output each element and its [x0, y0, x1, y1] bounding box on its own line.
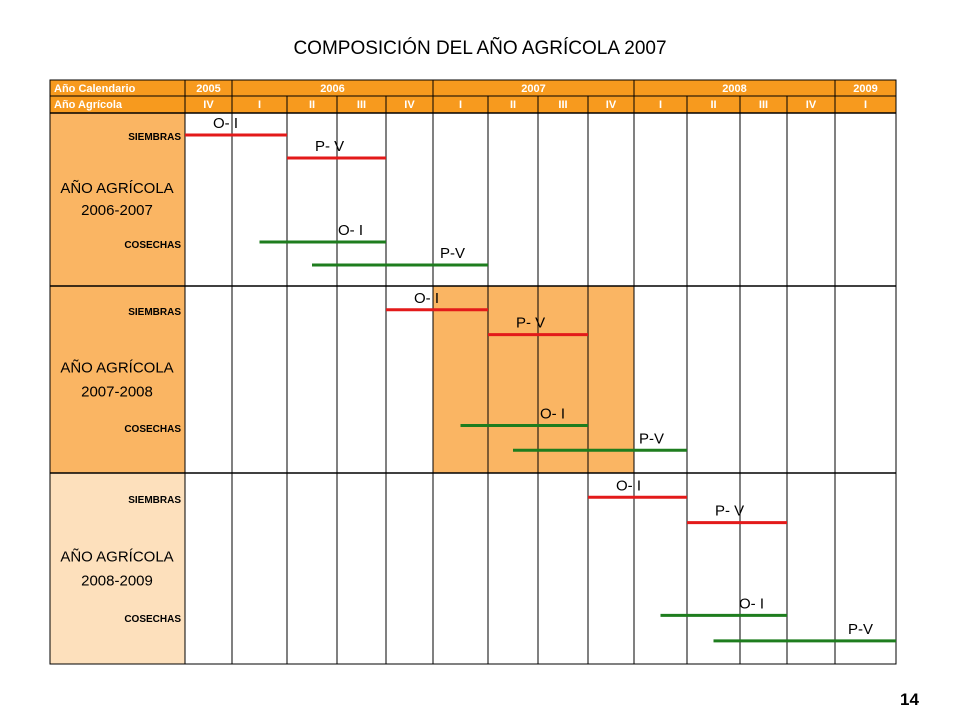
header-year-cell: 2009 — [853, 83, 878, 95]
period-label: O- I — [213, 115, 238, 132]
header-quarter-cell: I — [257, 99, 262, 111]
agricultural-year-range: 2007-2008 — [81, 383, 153, 401]
siembras-label: SIEMBRAS — [128, 494, 181, 506]
period-label: O- I — [540, 405, 565, 423]
header-quarter-cell: III — [558, 99, 568, 111]
period-label: O- I — [338, 222, 363, 239]
header-year-cell: 2005 — [196, 83, 221, 95]
period-label: O- I — [616, 477, 641, 495]
period-label: P-V — [639, 430, 665, 448]
header-quarter-cell: II — [308, 99, 316, 111]
agricultural-year-range: 2008-2009 — [81, 572, 153, 590]
header-agricultural-year-label: Año Agrícola — [54, 99, 123, 111]
agricultural-year-title: AÑO AGRÍCOLA — [60, 359, 174, 377]
header-quarter-cell: IV — [805, 99, 817, 111]
header-quarter-cell: I — [658, 99, 663, 111]
period-label: P- V — [315, 138, 345, 155]
header-calendar-year-label: Año Calendario — [54, 83, 136, 95]
header-quarter-cell: IV — [203, 99, 214, 111]
siembras-label: SIEMBRAS — [128, 307, 181, 319]
header-quarter-cell: III — [758, 99, 769, 111]
header-quarter-cell: I — [863, 99, 868, 111]
cosechas-label: COSECHAS — [124, 423, 181, 435]
agricultural-year-title: AÑO AGRÍCOLA — [60, 180, 174, 197]
cosechas-label: COSECHAS — [124, 240, 181, 251]
header-year-cell: 2007 — [521, 83, 546, 95]
header-quarter-cell: II — [509, 99, 517, 111]
header-year-cell: 2006 — [320, 83, 345, 95]
period-label: P- V — [715, 502, 745, 520]
period-label: P- V — [516, 314, 546, 332]
page-number: 14 — [900, 690, 919, 709]
siembras-label: SIEMBRAS — [128, 132, 181, 143]
agricultural-year-title: AÑO AGRÍCOLA — [60, 548, 174, 566]
agricultural-year-range: 2006-2007 — [81, 202, 153, 219]
header-quarter-cell: III — [356, 99, 367, 111]
page-title: COMPOSICIÓN DEL AÑO AGRÍCOLA 2007 — [293, 38, 667, 59]
period-label: O- I — [414, 289, 439, 307]
period-label: P-V — [848, 620, 874, 638]
period-label: O- I — [739, 595, 764, 613]
period-label: P-V — [440, 245, 466, 262]
header-year-cell: 2008 — [722, 83, 747, 95]
header-quarter-cell: IV — [605, 99, 617, 111]
header-quarter-cell: IV — [404, 99, 415, 111]
header-quarter-cell: II — [710, 99, 717, 111]
cosechas-label: COSECHAS — [124, 614, 181, 626]
header-quarter-cell: I — [458, 99, 463, 111]
